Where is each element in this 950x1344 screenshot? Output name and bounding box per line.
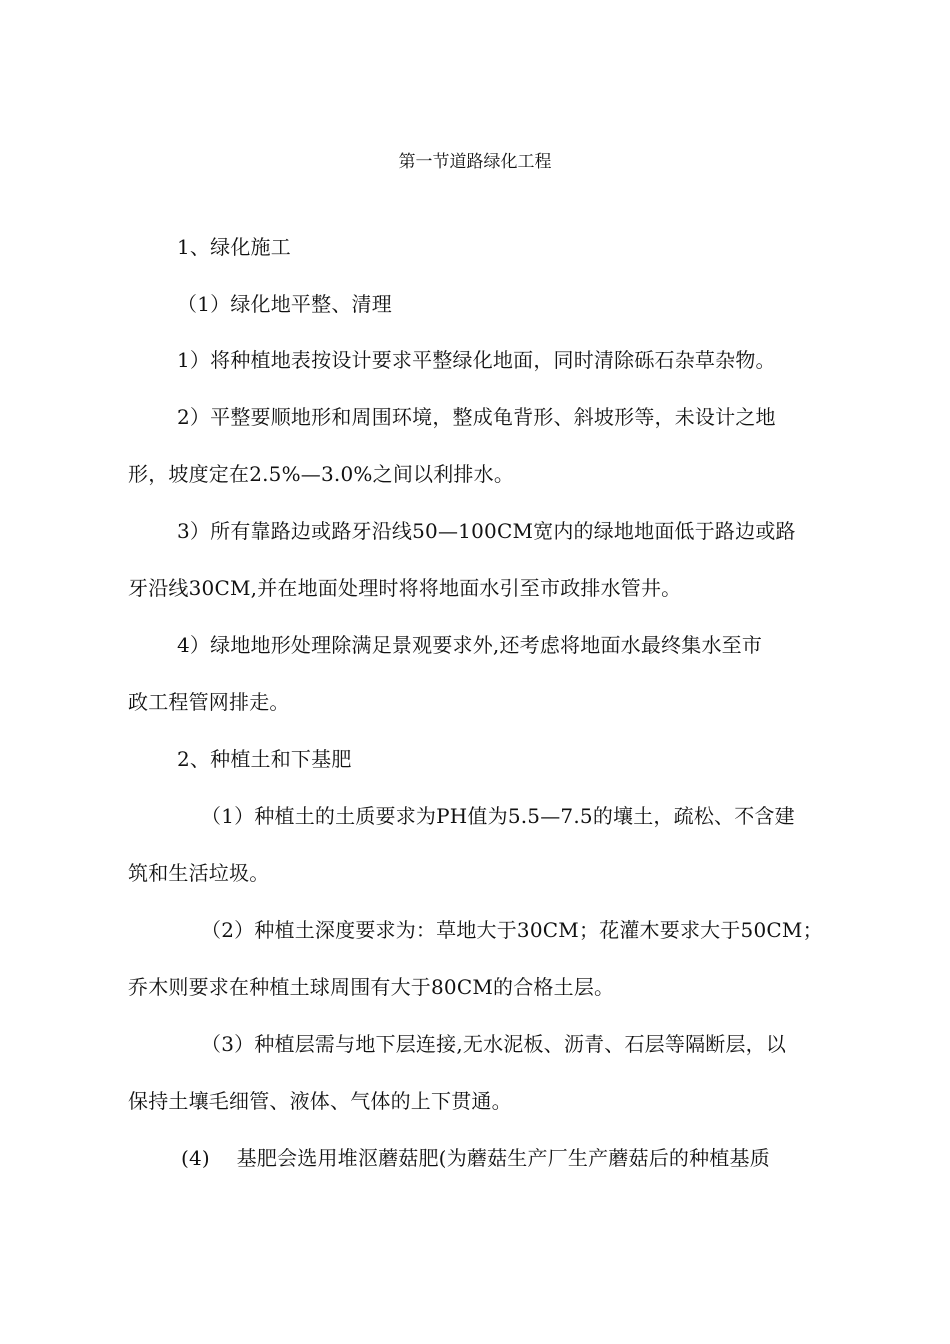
paragraph-line: 4）绿地地形处理除满足景观要求外,还考虑将地面水最终集水至市 <box>177 633 763 657</box>
paragraph-line: 3）所有靠路边或路牙沿线50—100CM宽内的绿地地面低于路边或路 <box>177 519 796 543</box>
paragraph-line: (4) 基肥会选用堆沤蘑菇肥(为蘑菇生产厂生产蘑菇后的种植基质 <box>181 1146 770 1170</box>
paragraph-line: 2）平整要顺地形和周围环境，整成龟背形、斜坡形等，未设计之地 <box>177 405 776 429</box>
heading-greening-construction: 1、绿化施工 <box>177 235 291 259</box>
paragraph-line: 形，坡度定在2.5%—3.0%之间以利排水。 <box>128 462 515 486</box>
paragraph-line: （1）种植土的土质要求为PH值为5.5—7.5的壤土，疏松、不含建 <box>201 804 795 828</box>
paragraph-line: （2）种植土深度要求为：草地大于30CM；花灌木要求大于50CM； <box>201 918 823 942</box>
paragraph-line: 保持土壤毛细管、液体、气体的上下贯通。 <box>128 1089 512 1113</box>
subheading-land-leveling: （1）绿化地平整、清理 <box>177 292 392 316</box>
paragraph-line: 筑和生活垃圾。 <box>128 861 270 885</box>
paragraph-line: 乔木则要求在种植土球周围有大于80CM的合格土层。 <box>128 975 615 999</box>
paragraph-line: 1）将种植地表按设计要求平整绿化地面，同时清除砾石杂草杂物。 <box>177 348 776 372</box>
paragraph-line: （3）种植层需与地下层连接,无水泥板、沥青、石层等隔断层，以 <box>201 1032 787 1056</box>
heading-planting-soil: 2、种植土和下基肥 <box>177 747 352 771</box>
section-title: 第一节道路绿化工程 <box>398 152 552 172</box>
paragraph-line: 牙沿线30CM,并在地面处理时将将地面水引至市政排水管井。 <box>128 576 682 600</box>
paragraph-line: 政工程管网排走。 <box>128 690 290 714</box>
